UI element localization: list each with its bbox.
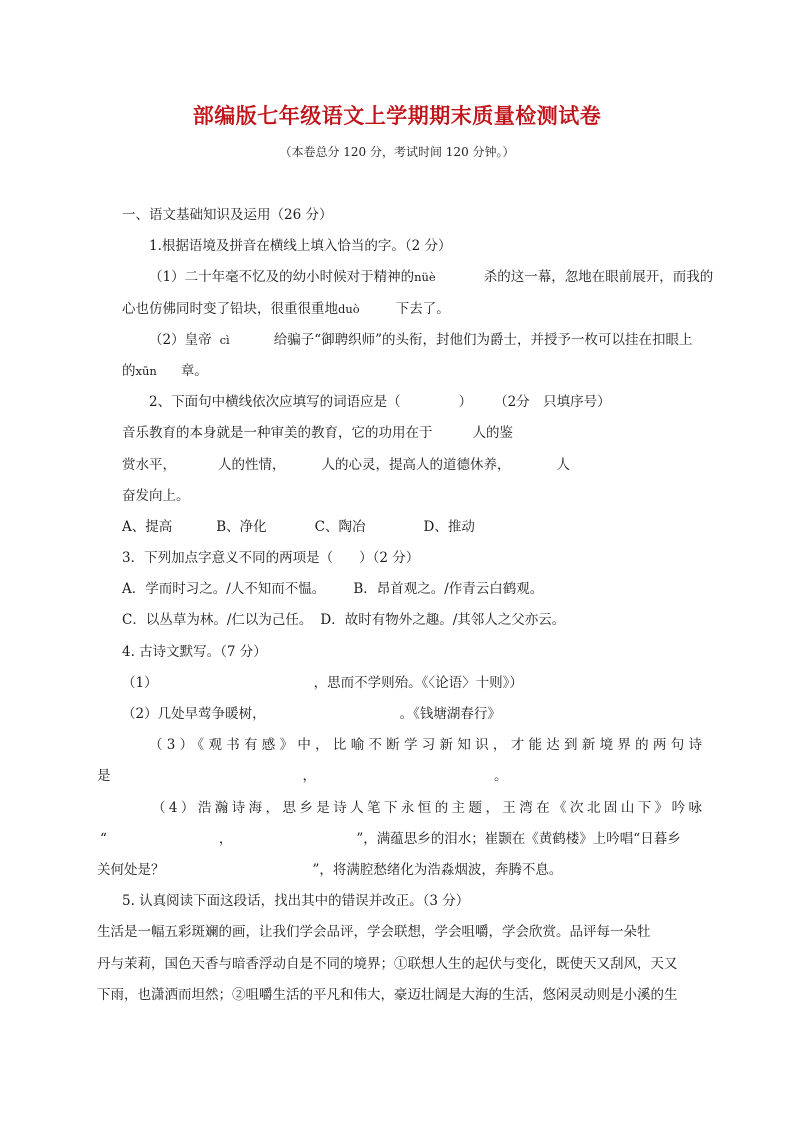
text: 人的性情，: [218, 456, 286, 473]
text: 。《钱塘湖春行》: [399, 706, 501, 722]
option-a: A．学而时习之。/人不知而不愠。: [122, 581, 326, 598]
option-d: D、推动: [423, 518, 475, 535]
text: 章。: [180, 362, 208, 379]
text: “: [100, 830, 107, 847]
text: 人的心灵，提高人的道德休养，: [321, 456, 511, 473]
text: 人的鉴: [472, 425, 513, 442]
question-1-line-3: [122, 325, 702, 356]
text: （1）二十年毫不忆及的幼小时候对于精神的: [149, 269, 415, 286]
question-1-line-1: [122, 262, 714, 293]
text: 人: [556, 456, 570, 473]
option-c: C、陶冶: [314, 518, 366, 535]
question-4-part-1: [122, 668, 702, 699]
option-b: B．昂首观之。/作青云白鹤观。: [353, 581, 544, 598]
option-c: C．以丛草为林。/仁以为己任。: [122, 612, 313, 629]
question-3-options-ab: [122, 574, 702, 605]
question-3-options-cd: [122, 605, 702, 636]
question-5-stem: 5. 认真阅读下面这段话，找出其中的错误并改正。（3 分）: [122, 893, 470, 910]
text: ”，满蕴思乡的泪水；崔颢在《黄鹤楼》上吟唱“日暮乡: [356, 830, 681, 847]
text: 的: [122, 362, 136, 379]
text: 下去了。: [395, 300, 450, 317]
question-1-stem: 1.根据语境及拼音在横线上填入恰当的字。（2 分）: [149, 238, 452, 255]
text: 3．下列加点字意义不同的两项是（: [122, 550, 334, 567]
question-2-line-2: [122, 450, 702, 481]
text: （2）皇帝: [149, 331, 212, 348]
question-2-line-3: 奋发向上。: [122, 487, 190, 504]
text: 给骗子“御聘织师”的头衔，封他们为爵士，并授予一枚可以挂在扣眼上: [273, 331, 693, 348]
option-a: A、提高: [122, 518, 173, 535]
question-2-line-1: [122, 418, 702, 449]
question-1-line-4: [122, 356, 702, 387]
pinyin-xun: xūn: [135, 363, 157, 378]
section-heading: 一、语文基础知识及运用（26 分）: [122, 207, 333, 223]
text: （2）几处早莺争暖树，: [122, 706, 266, 722]
question-2-stem: [122, 387, 702, 418]
text: ”，将满腔愁绪化为浩淼烟波，奔腾不息。: [312, 861, 563, 878]
text: ）: [458, 394, 473, 411]
text: 关何处是？: [97, 861, 165, 878]
exam-title: 部编版七年级语文上学期期末质量检测试卷: [192, 103, 602, 128]
question-4-part-4: （4）浩瀚诗海，思乡是诗人笔下永恒的主题，王湾在《次北固山下》吟咏: [152, 799, 702, 816]
question-5-passage-line-2: 丹与茉莉，国色天香与暗香浮动自是不同的境界；①联想人生的起伏与变化，既使天又刮风，天又: [97, 955, 678, 972]
option-d: D．故时有物外之趣。/其邻人之父亦云。: [320, 612, 566, 629]
question-4-part-3: （3）《观书有感》中，比喻不断学习新知识，才能达到新境界的两句诗: [149, 737, 702, 754]
question-4-stem: 4. 古诗文默写。（7 分）: [122, 643, 267, 660]
question-4-part-2: [122, 699, 702, 730]
text: ，: [218, 830, 233, 847]
question-1-line-2: [122, 294, 702, 325]
option-b: B、净化: [216, 518, 267, 535]
exam-subtitle: （本卷总分 120 分，考试时间 120 分钟。）: [279, 145, 515, 159]
pinyin-ci: cì: [219, 332, 230, 347]
text: ）（2 分）: [359, 550, 420, 567]
text: 心也仿佛同时变了铅块，很重很重地: [122, 300, 338, 317]
question-4-part-4-line-3: [97, 855, 702, 886]
question-4-part-4-line-2: [100, 824, 702, 855]
text: ，思而不学则殆。《〈论语〉十则》）: [313, 674, 523, 691]
text: 赏水平，: [122, 456, 176, 473]
text: 音乐教育的本身就是一种审美的教育，它的功用在于: [122, 425, 433, 442]
text: （1）: [122, 674, 158, 691]
text: 2、下面句中横线依次应填写的词语应是（: [149, 394, 401, 411]
exam-body: [97, 200, 714, 1011]
question-5-passage-line-3: 下雨，也潇洒而坦然；②咀嚼生活的平凡和伟大，豪迈壮阔是大海的生活，悠闲灵动则是小溪的生: [97, 986, 678, 1003]
text: 是: [97, 768, 111, 785]
text: 杀的这一幕，忽地在眼前展开，而我的: [483, 269, 714, 286]
text: 。: [494, 768, 508, 785]
pinyin-nue: nüè: [414, 270, 436, 285]
question-4-part-3-answer: [97, 761, 702, 792]
text: （2分 只填序号）: [494, 394, 611, 411]
pinyin-duo: duò: [338, 301, 360, 316]
question-2-options: [122, 512, 702, 543]
text: ，: [302, 768, 316, 785]
question-5-passage-line-1: 生活是一幅五彩斑斓的画，让我们学会品评，学会联想，学会咀嚼，学会欣赏。品评每一朵牡: [97, 924, 651, 941]
question-3-stem: [122, 543, 702, 574]
